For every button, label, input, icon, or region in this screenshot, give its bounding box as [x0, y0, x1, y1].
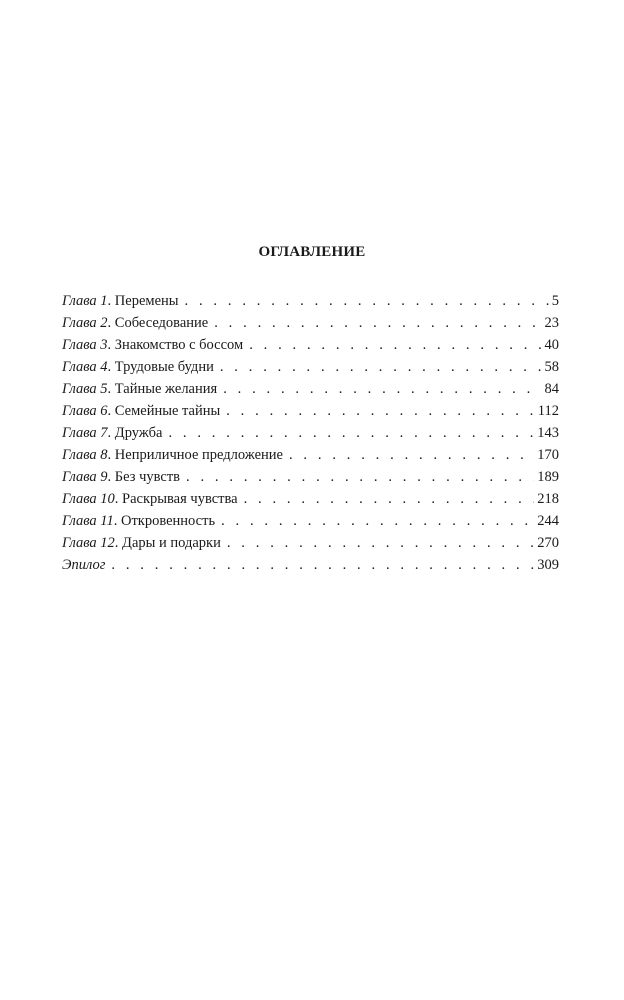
toc-entry-label: [62, 312, 208, 334]
toc-page-number: 143: [537, 425, 559, 441]
toc-separator: .: [107, 403, 115, 419]
toc-entry-label: [62, 466, 180, 488]
toc-chapter-number: Эпилог: [62, 557, 106, 573]
toc-chapter-title: Тайные желания: [114, 381, 218, 397]
toc-entry: [62, 510, 559, 532]
toc-leader-dots: [249, 334, 541, 356]
toc-chapter-title: Знакомство с боссом: [114, 337, 244, 353]
toc-leader-dots: [223, 378, 541, 400]
toc-chapter-title: Неприличное предложение: [114, 447, 283, 463]
toc-entry: [62, 532, 559, 554]
toc-leader-dots: [244, 488, 535, 510]
toc-chapter-number: Глава 4: [62, 359, 108, 375]
toc-separator: .: [107, 359, 115, 375]
toc-chapter-number: Глава 10: [62, 491, 115, 507]
toc-entry: [62, 444, 559, 466]
toc-list: [62, 290, 559, 576]
toc-page-number: 58: [544, 359, 559, 375]
toc-leader-dots: [168, 422, 534, 444]
toc-chapter-title: Трудовые будни: [114, 359, 214, 375]
toc-chapter-title: Без чувств: [114, 469, 181, 485]
toc-entry: [62, 400, 559, 422]
toc-entry-label: [62, 554, 105, 576]
toc-entry-label: [62, 510, 215, 532]
toc-entry-label: [62, 444, 283, 466]
toc-chapter-number: Глава 1: [62, 293, 108, 309]
toc-entry-label: [62, 488, 238, 510]
toc-separator: .: [107, 425, 115, 441]
toc-entry: [62, 466, 559, 488]
toc-entry: [62, 488, 559, 510]
toc-separator: .: [107, 447, 115, 463]
toc-leader-dots: [289, 444, 534, 466]
toc-page-number: 170: [537, 447, 559, 463]
toc-leader-dots: [214, 312, 541, 334]
toc-separator: .: [114, 491, 123, 507]
toc-leader-dots: [186, 466, 534, 488]
toc-chapter-number: Глава 9: [62, 469, 108, 485]
toc-page-number: 5: [551, 293, 559, 309]
toc-separator: .: [107, 381, 115, 397]
toc-entry: [62, 554, 559, 576]
toc-separator: .: [107, 337, 115, 353]
toc-entry-label: [62, 532, 221, 554]
toc-page-number: 244: [537, 513, 559, 529]
toc-separator: .: [113, 513, 121, 529]
toc-entry-label: [62, 422, 162, 444]
toc-leader-dots: [226, 400, 535, 422]
toc-entry-label: [62, 334, 243, 356]
toc-leader-dots: [111, 554, 534, 576]
toc-chapter-title: Дары и подарки: [122, 535, 221, 551]
toc-leader-dots: [220, 356, 542, 378]
toc-chapter-number: Глава 2: [62, 315, 108, 331]
toc-chapter-title: Раскрывая чувства: [122, 491, 238, 507]
toc-page-number: 23: [544, 315, 559, 331]
toc-chapter-number: Глава 8: [62, 447, 108, 463]
toc-chapter-number: Глава 12: [62, 535, 115, 551]
toc-chapter-title: Семейные тайны: [114, 403, 221, 419]
toc-page-number: 84: [544, 381, 559, 397]
toc-entry-label: [62, 378, 217, 400]
toc-leader-dots: [185, 290, 549, 312]
toc-entry: [62, 290, 559, 312]
toc-page-number: 112: [537, 403, 559, 419]
toc-separator: .: [107, 293, 115, 309]
toc-chapter-number: Глава 7: [62, 425, 108, 441]
toc-page-number: 189: [537, 469, 559, 485]
toc-chapter-number: Глава 6: [62, 403, 108, 419]
toc-page-number: 40: [544, 337, 559, 353]
toc-separator: .: [107, 469, 115, 485]
toc-entry: [62, 312, 559, 334]
toc-page-number: 218: [537, 491, 559, 507]
toc-chapter-title: Перемены: [114, 293, 179, 309]
toc-page-number: 270: [537, 535, 559, 551]
toc-page-number: 309: [537, 557, 559, 573]
toc-entry-label: [62, 356, 214, 378]
toc-chapter-number: Глава 3: [62, 337, 108, 353]
toc-chapter-title: Собеседование: [114, 315, 209, 331]
toc-entry: [62, 422, 559, 444]
toc-chapter-number: Глава 11: [62, 513, 114, 529]
toc-separator: .: [107, 315, 115, 331]
toc-heading: ОГЛАВЛЕНИЕ: [258, 244, 366, 260]
toc-separator: .: [114, 535, 123, 551]
toc-leader-dots: [221, 510, 534, 532]
toc-chapter-number: Глава 5: [62, 381, 108, 397]
toc-leader-dots: [227, 532, 534, 554]
toc-entry: [62, 334, 559, 356]
toc-chapter-title: Откровенность: [120, 513, 216, 529]
toc-entry: [62, 378, 559, 400]
toc-entry: [62, 356, 559, 378]
toc-entry-label: [62, 400, 220, 422]
toc-chapter-title: Дружба: [114, 425, 163, 441]
toc-entry-label: [62, 290, 179, 312]
